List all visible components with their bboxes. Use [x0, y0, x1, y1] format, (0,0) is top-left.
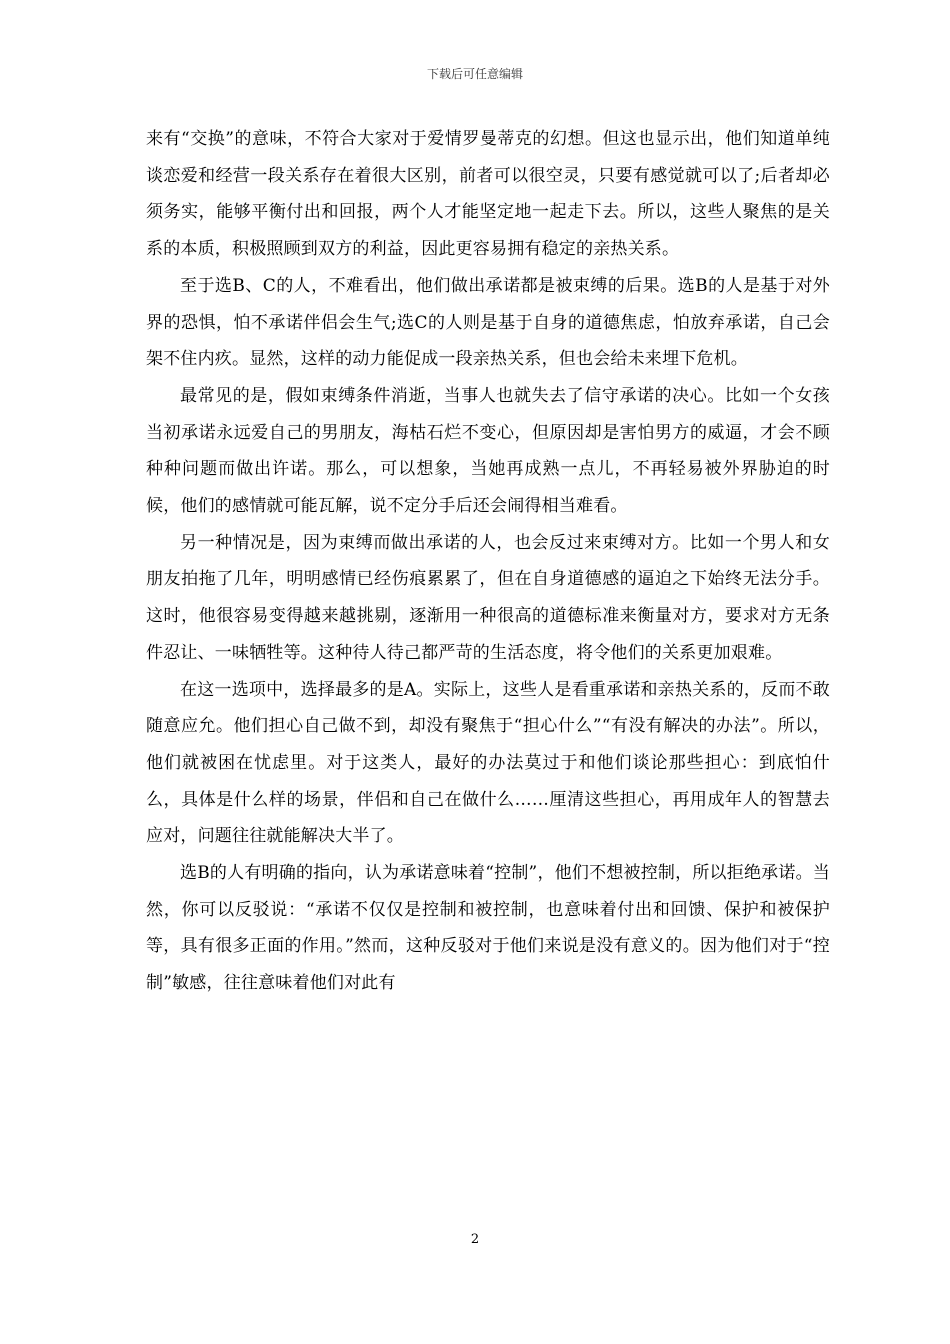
- paragraph: 至于选B、C的人，不难看出，他们做出承诺都是被束缚的后果。选B的人是基于对外界的恐惧，怕不承诺伴侣会生气;选C的人则是基于自身的道德焦虑，怕放弃承诺，自己会架不住内疚。显然，这样的动力能促成一段亲热关系，但也会给未来埋下危机。: [146, 275, 830, 370]
- paragraph: 另一种情况是，因为束缚而做出承诺的人，也会反过来束缚对方。比如一个男人和女朋友拍拖了几年，明明感情已经伤痕累累了，但在自身道德感的逼迫之下始终无法分手。这时，他很容易变得越来越挑剔，逐渐用一种很高的道德标准来衡量对方，要求对方无条件忍让、一味牺牲等。这种待人待己都严苛的生活态度，将令他们的关系更加艰难。: [146, 532, 830, 663]
- page-header: 下载后可任意编辑: [426, 67, 523, 81]
- paragraph: 选B的人有明确的指向，认为承诺意味着“控制”，他们不想被控制，所以拒绝承诺。当然，你可以反驳说：“承诺不仅仅是控制和被控制，也意味着付出和回馈、保护和被保护等，具有很多正面的作用。”然而，这种反驳对于他们来说是没有意义的。因为他们对于“控制”敏感，往往意味着他们对此有: [146, 863, 830, 994]
- paragraph-continued: 来有“交换”的意味，不符合大家对于爱情罗曼蒂克的幻想。但这也显示出，他们知道单纯谈恋爱和经营一段关系存在着很大区别，前者可以很空灵，只要有感觉就可以了;后者却必须务实，能够平衡付出和回报，两个人才能坚定地一起走下去。所以，这些人聚焦的是关系的本质，积极照顾到双方的利益，因此更容易拥有稳定的亲热关系。: [146, 129, 830, 260]
- body-text: [146, 121, 830, 1002]
- paragraph: 在这一选项中，选择最多的是A。实际上，这些人是看重承诺和亲热关系的，反而不敢随意应允。他们担心自己做不到，却没有聚焦于“担心什么”“有没有解决的办法”。所以，他们就被困在忧虑里。对于这类人，最好的办法莫过于和他们谈论那些担心：到底怕什么，具体是什么样的场景，伴侣和自己在做什么……厘清这些担心，再用成年人的智慧去应对，问题往往就能解决大半了。: [146, 679, 830, 847]
- paragraph: 最常见的是，假如束缚条件消逝，当事人也就失去了信守承诺的决心。比如一个女孩当初承诺永远爱自己的男朋友，海枯石烂不变心，但原因却是害怕男方的威逼，才会不顾种种问题而做出许诺。那么，可以想象，当她再成熟一点儿，不再轻易被外界胁迫的时候，他们的感情就可能瓦解，说不定分手后还会闹得相当难看。: [146, 385, 830, 517]
- page-number: 2: [470, 1232, 480, 1247]
